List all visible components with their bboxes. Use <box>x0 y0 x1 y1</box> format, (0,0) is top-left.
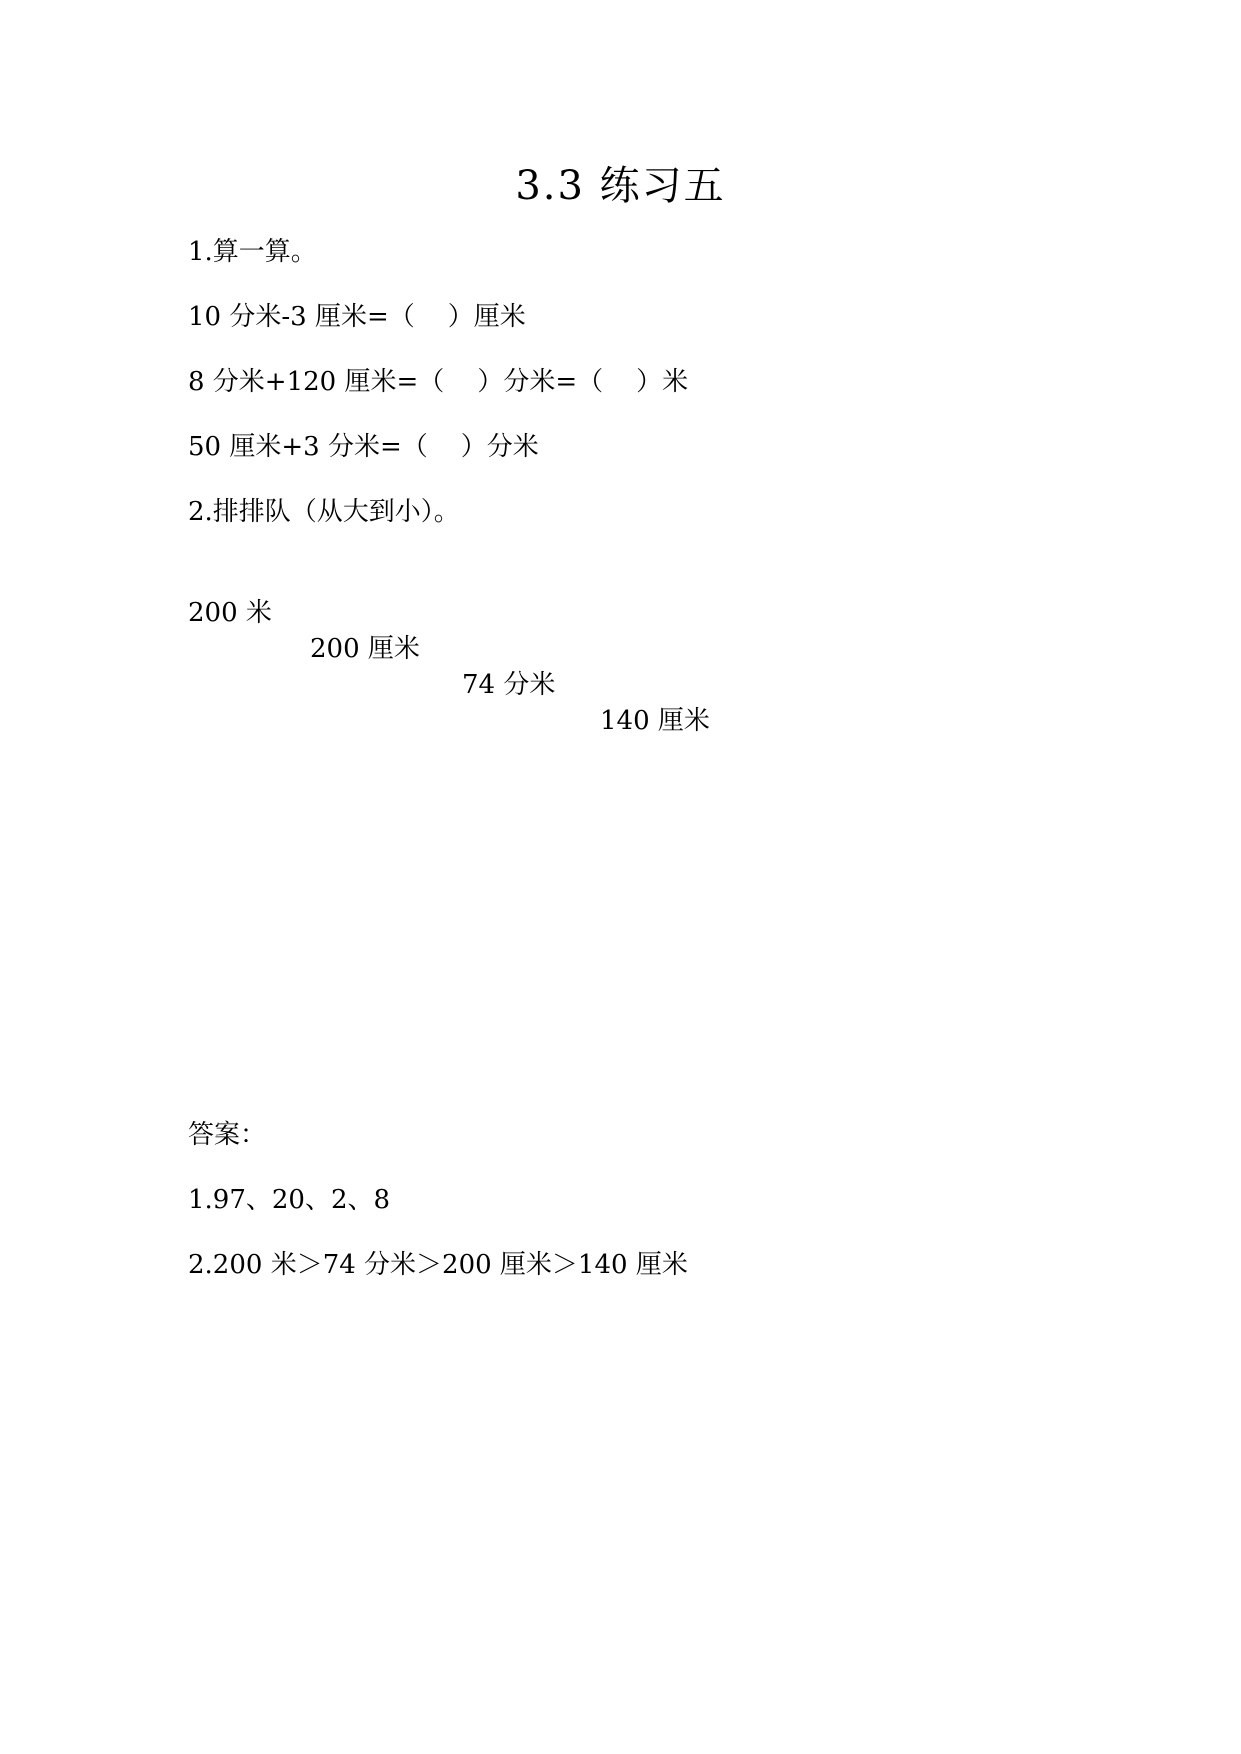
equation-3: 50 厘米+3 分米=（ ）分米 <box>188 432 539 462</box>
sort-item: 74 分米 <box>462 670 556 700</box>
equation-1: 10 分米-3 厘米=（ ）厘米 <box>188 302 526 332</box>
sort-items-row <box>188 559 710 775</box>
question-1-heading: 1.算一算。 <box>188 237 317 267</box>
question-2-heading: 2.排排队（从大到小）。 <box>188 497 460 527</box>
sort-item: 200 米 <box>188 598 272 628</box>
answer-2: 2.200 米＞74 分米＞200 厘米＞140 厘米 <box>188 1250 688 1280</box>
equation-2: 8 分米+120 厘米=（ ）分米=（ ）米 <box>188 367 689 397</box>
answer-1: 1.97、20、2、8 <box>188 1185 391 1215</box>
answers-heading: 答案： <box>188 1120 267 1150</box>
sort-item: 140 厘米 <box>600 706 710 736</box>
sort-item: 200 厘米 <box>310 634 420 664</box>
page-title: 3.3 练习五 <box>515 163 726 209</box>
